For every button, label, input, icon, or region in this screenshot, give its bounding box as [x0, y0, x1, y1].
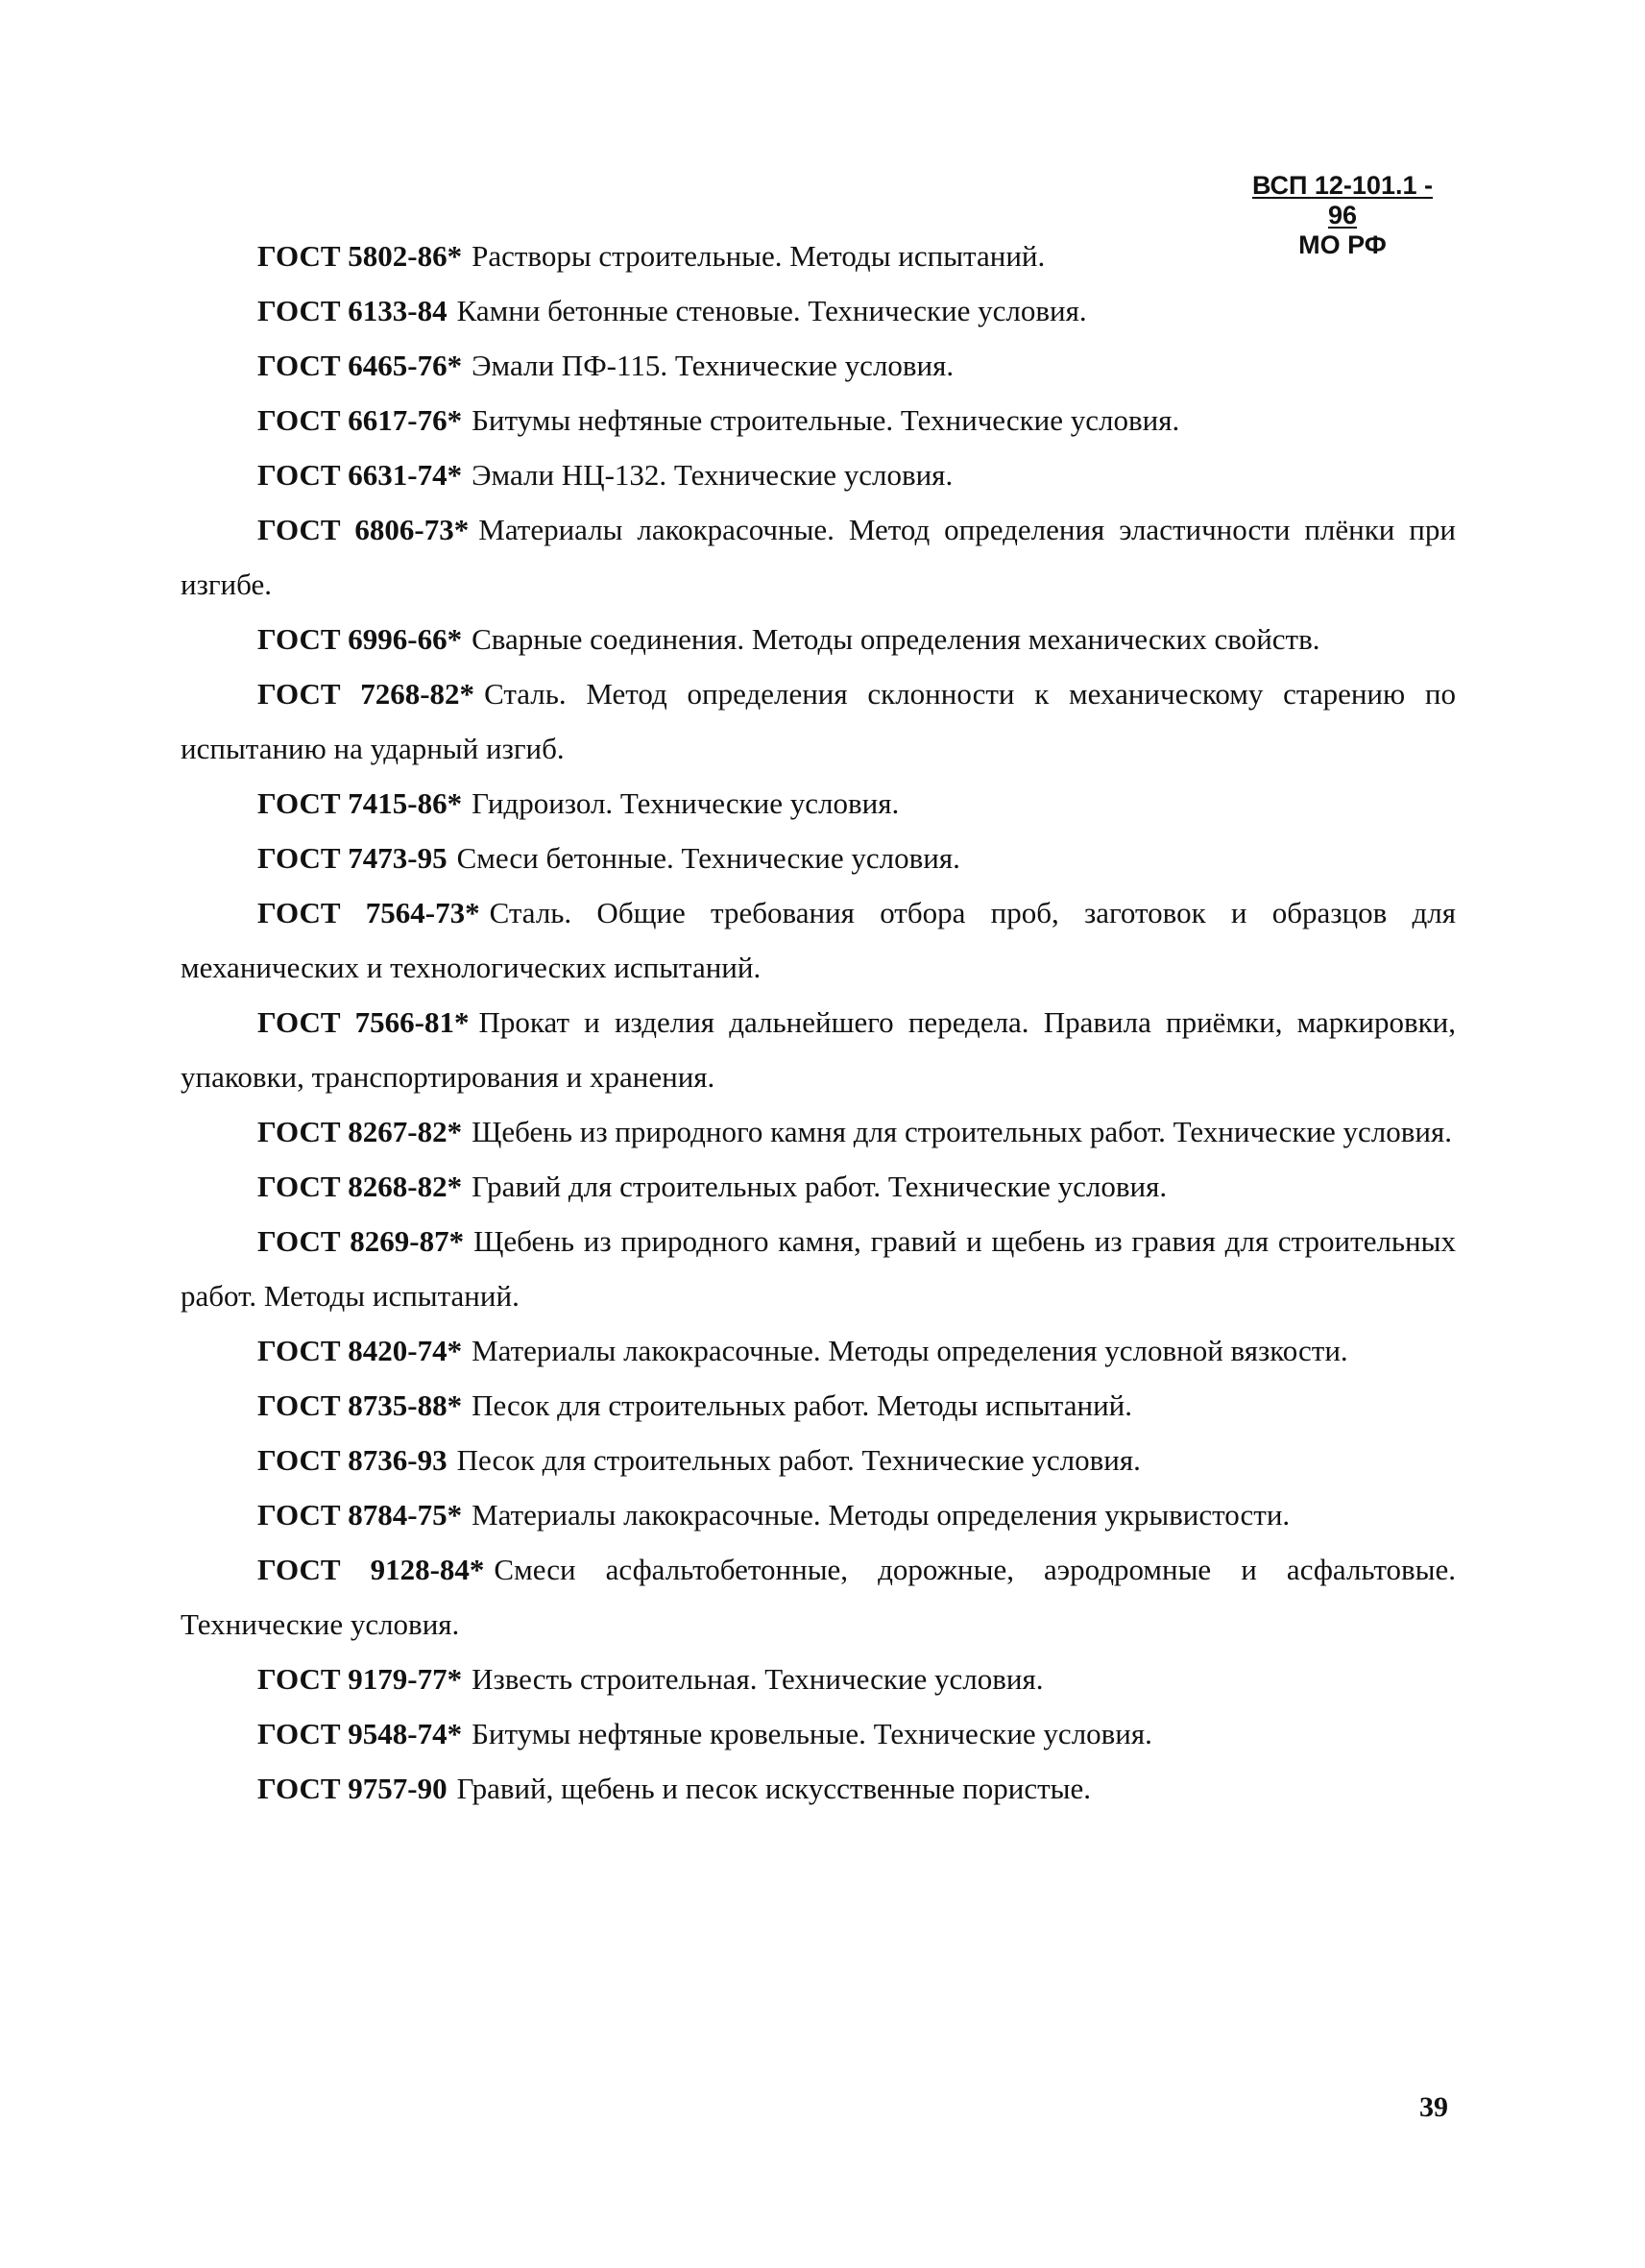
standard-entry	[181, 776, 1456, 831]
standard-number: ГОСТ 7473-95	[257, 841, 448, 875]
standard-entry	[181, 1433, 1456, 1487]
standard-title: Материалы лакокрасочные. Метод определения эластичности плёнки при изгибе.	[181, 513, 1456, 601]
standard-number: ГОСТ 9179-77*	[257, 1662, 463, 1696]
standard-title: Битумы нефтяные строительные. Технические условия.	[472, 403, 1180, 437]
standard-number: ГОСТ 8420-74*	[257, 1334, 463, 1367]
standard-entry	[181, 1652, 1456, 1706]
standard-number: ГОСТ 8736-93	[257, 1443, 448, 1477]
standard-number: ГОСТ 7566-81*	[257, 1005, 470, 1039]
standard-entry	[181, 612, 1456, 666]
standard-title: Растворы строительные. Методы испытаний.	[472, 239, 1046, 273]
standard-entry	[181, 229, 1456, 283]
standard-entry	[181, 447, 1456, 502]
standard-title: Смеси асфальтобетонные, дорожные, аэродромные и асфальтовые. Технические условия.	[181, 1553, 1456, 1641]
standard-number: ГОСТ 8267-82*	[257, 1115, 463, 1148]
standard-title: Щебень из природного камня для строительных работ. Технические условия.	[472, 1115, 1452, 1148]
standard-entry	[181, 1706, 1456, 1761]
standard-entry	[181, 1104, 1456, 1159]
standard-entry	[181, 1761, 1456, 1816]
standard-number: ГОСТ 6996-66*	[257, 622, 463, 656]
standard-number: ГОСТ 6806-73*	[257, 513, 470, 546]
standard-entry	[181, 338, 1456, 393]
standard-number: ГОСТ 8784-75*	[257, 1498, 463, 1532]
standard-number: ГОСТ 7415-86*	[257, 786, 463, 820]
standard-number: ГОСТ 8268-82*	[257, 1170, 463, 1203]
standard-title: Песок для строительных работ. Методы испытаний.	[472, 1388, 1133, 1422]
standard-entry	[181, 666, 1456, 776]
standard-entry	[181, 831, 1456, 885]
standard-title: Сварные соединения. Методы определения механических свойств.	[472, 622, 1320, 656]
standard-number: ГОСТ 6617-76*	[257, 403, 463, 437]
standard-entry	[181, 1214, 1456, 1323]
page-number: 39	[1419, 2091, 1448, 2123]
standard-entry	[181, 393, 1456, 447]
standard-number: ГОСТ 5802-86*	[257, 239, 463, 273]
standard-entry	[181, 502, 1456, 612]
standard-title: Песок для строительных работ. Технические условия.	[456, 1443, 1141, 1477]
standard-title: Эмали НЦ-132. Технические условия.	[472, 458, 954, 492]
document-code: ВСП 12-101.1 - 96	[1252, 171, 1433, 229]
standard-number: ГОСТ 9757-90	[257, 1772, 448, 1805]
standard-entry	[181, 995, 1456, 1104]
standard-entry	[181, 283, 1456, 338]
standard-title: Камни бетонные стеновые. Технические условия.	[456, 294, 1087, 327]
standard-title: Сталь. Общие требования отбора проб, заготовок и образцов для механических и технологических испытаний.	[181, 896, 1456, 984]
standard-number: ГОСТ 9128-84*	[257, 1553, 485, 1586]
standard-title: Материалы лакокрасочные. Методы определения условной вязкости.	[472, 1334, 1348, 1367]
standard-title: Сталь. Метод определения склонности к механическому старению по испытанию на ударный изгиб.	[181, 677, 1456, 765]
standard-title: Гидроизол. Технические условия.	[472, 786, 900, 820]
standard-number: ГОСТ 7268-82*	[257, 677, 475, 711]
standard-title: Гравий, щебень и песок искусственные пористые.	[456, 1772, 1091, 1805]
standard-number: ГОСТ 8735-88*	[257, 1388, 463, 1422]
standard-entry	[181, 885, 1456, 995]
standard-entry	[181, 1378, 1456, 1433]
standard-entry	[181, 1159, 1456, 1214]
standard-title: Щебень из природного камня, гравий и щебень из гравия для строительных работ. Методы испытаний.	[181, 1224, 1456, 1313]
standard-number: ГОСТ 7564-73*	[257, 896, 480, 929]
standard-title: Гравий для строительных работ. Технические условия.	[472, 1170, 1168, 1203]
standard-title: Битумы нефтяные кровельные. Технические условия.	[472, 1717, 1152, 1750]
standard-number: ГОСТ 6631-74*	[257, 458, 463, 492]
standard-title: Эмали ПФ-115. Технические условия.	[472, 349, 955, 382]
standard-title: Прокат и изделия дальнейшего передела. Правила приёмки, маркировки, упаковки, транспортирования и хранения.	[181, 1005, 1456, 1094]
standard-number: ГОСТ 8269-87*	[257, 1224, 465, 1258]
standards-list	[181, 229, 1456, 1816]
standard-title: Известь строительная. Технические условия.	[472, 1662, 1044, 1696]
standard-number: ГОСТ 6465-76*	[257, 349, 463, 382]
standard-entry	[181, 1487, 1456, 1542]
standard-title: Смеси бетонные. Технические условия.	[456, 841, 960, 875]
standard-number: ГОСТ 9548-74*	[257, 1717, 463, 1750]
standard-entry	[181, 1323, 1456, 1378]
standard-title: Материалы лакокрасочные. Методы определения укрывистости.	[472, 1498, 1291, 1532]
standard-number: ГОСТ 6133-84	[257, 294, 448, 327]
standard-entry	[181, 1542, 1456, 1652]
document-organization: МО РФ	[1298, 230, 1387, 259]
